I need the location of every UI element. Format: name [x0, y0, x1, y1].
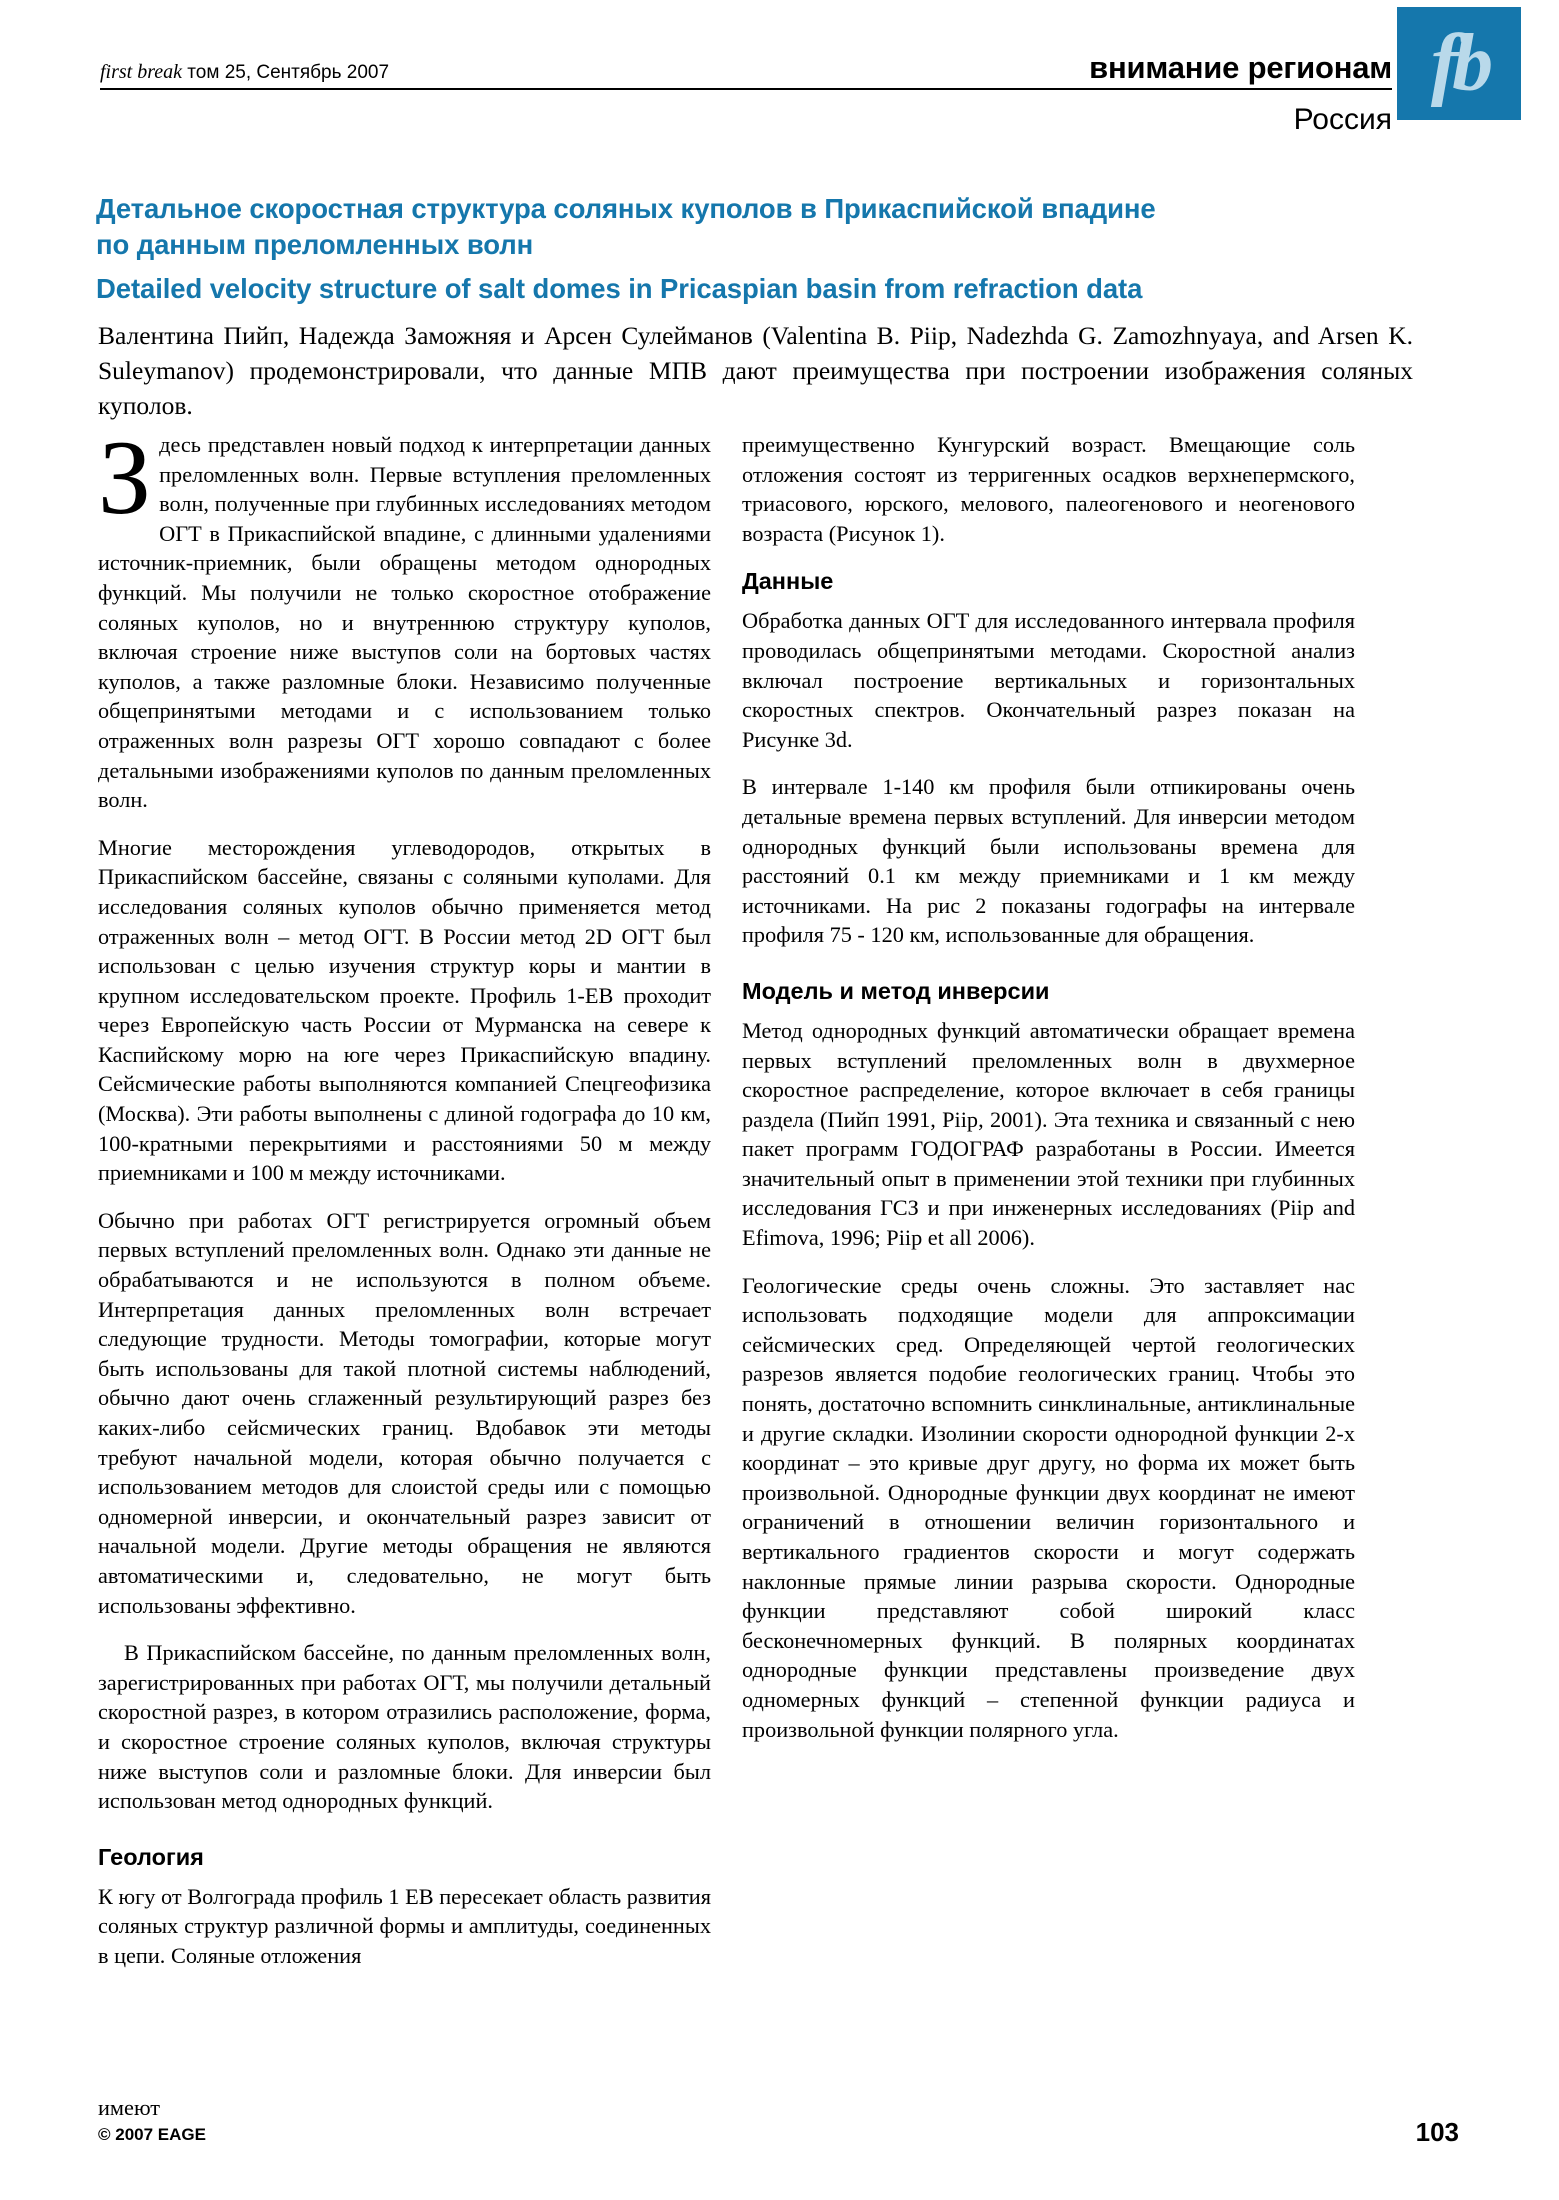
column-right [742, 430, 1355, 1762]
title-block [96, 191, 1396, 307]
body-paragraph: Обычно при работах ОГТ регистрируется огромный объем первых вступлений преломленных волн. Однако эти данные не обрабатываются и не используются в полном объеме. Интерпретация данных преломленных волн встречает следующие трудности. Методы томографии, которые могут быть использованы для такой плотной системы наблюдений, обычно дают очень сглаженный результирующий разрез без каких-либо сейсмических границ. Вдобавок эти методы требуют начальной модели, которая обычно получается с использованием методов для слоистой среды или с помощью одномерной инверсии, и окончательный разрез зависит от начальной модели. Другие методы обращения не являются автоматическими и, следовательно, не могут быть использованы эффективно. [98, 1207, 711, 1618]
section-heading-model: Модель и метод инверсии [742, 977, 1050, 1004]
body-paragraph: Здесь представлен новый подход к интерпретации данных преломленных волн. Первые вступления преломленных волн, полученные при глубинных исследованиях методом ОГТ в Прикаспийской впадине, с длинными удалениями источник-приемник, были обращены методом однородных функций. Мы получили не только скоростное отображение соляных куполов, но и внутреннюю структуру куполов, включая строение ниже выступов соли на бортовых частях куполов, а также разломные блоки. Независимо полученные общепринятыми методами и с использованием только отраженных волн разрезы ОГТ хорошо совпадают с более детальными изображениями куполов по данным преломленных волн. [98, 419, 711, 813]
masthead [100, 44, 1392, 90]
page-title-en: Detailed velocity structure of salt domes in Pricaspian basin from refraction data [96, 273, 1143, 304]
orphan-line: имеют [98, 2095, 161, 2120]
masthead-journal-line [100, 61, 389, 84]
footer-copyright: © 2007 EAGE [98, 2125, 206, 2144]
journal-title: first break [100, 61, 183, 83]
section-heading-geology: Геология [98, 1843, 204, 1870]
body-paragraph: Метод однородных функций автоматически обращает времена первых вступлений преломленных волн в двухмерное скоростное распределение, которое включает в себя границы раздела (Пийп 1991, Piip, 2001). Эта техника и связанный с нею пакет программ ГОДОГРАФ разработаны в России. Имеется значительный опыт в применении этой техники при глубинных исследования ГСЗ и при инженерных исследованиях (Piip and Efimova, 1996; Piip et all 2006). [742, 1017, 1355, 1251]
body-paragraph: Геологические среды очень сложны. Это заставляет нас использовать подходящие модели для аппроксимации сейсмических сред. Определяющей чертой геологических разрезов является подобие геологических границ. Чтобы это понять, достаточно вспомнить синклинальные, антиклинальные и другие складки. Изолинии скорости однородной функции 2-х координат – это кривые друг другу, но форма их может быть произвольной. Однородные функции двух координат не имеют ограничений в отношении величин горизонтального и вертикального градиентов скорости и могут содержать наклонные прямые линии разрыва скорости. Однородные функции представляют собой широкий класс бесконечномерных функций. В полярных координатах однородные функции представлены произведение двух одномерных функций – степенной функции радиуса и произвольной функции полярного угла. [742, 1272, 1355, 1742]
body-paragraph: Многие месторождения углеводородов, открытых в Прикаспийском бассейне, связаны с соляными куполами. Для исследования соляных куполов обычно применяется метод отраженных волн – метод ОГТ. В России метод 2D ОГТ был использован с целью изучения структур коры и мантии в крупном исследовательском проекте. Профиль 1-ЕВ проходит через Европейскую часть России от Мурманска на севере к Каспийскому морю на юге через Прикаспийскую впадину. Сейсмические работы выполняются компанией Спецгеофизика (Москва). Эти работы выполнены с длиной годографа до 10 км, 100-кратными перекрытиями и расстояниями 50 м между приемниками и 100 м между источниками. [98, 834, 711, 1186]
body-paragraph: К югу от Волгограда профиль 1 ЕВ пересекает область развития соляных структур различной формы и амплитуды, соединенных в цепи. Соляные отложения [98, 1883, 711, 1968]
first-break-logo [1397, 7, 1521, 120]
journal-issue: том 25, Сентябрь 2007 [182, 62, 390, 83]
body-paragraph: В интервале 1-140 км профиля были отпикированы очень детальные времена первых вступлений. Для инверсии методом однородных функций были использованы времена для расстояний 0.1 км между приемниками и 1 км между источниками. На рис 2 показаны годографы на интервале профиля 75 - 120 км, использованные для обращения. [742, 774, 1355, 948]
body-paragraph: Обработка данных ОГТ для исследованного интервала профиля проводилась общепринятыми методами. Скоростной анализ включал построение вертикальных и горизонтальных скоростных спектров. Окончательный разрез показан на Рисунке 3d. [742, 608, 1355, 752]
country-label: Россия [1293, 103, 1392, 136]
footer-page-number: 103 [1415, 2117, 1459, 2147]
fb-logo-glyph: fb [1430, 15, 1488, 107]
column-left [98, 419, 711, 1971]
abstract-paragraph: Валентина Пийп, Надежда Заможняя и Арсен Сулейманов (Valentina B. Piip, Nadezhda G. Zamozhnyaya, and Arsen K. Suleymanov) продемонстрировали, что данные МПВ дают преимущества при построении изображения соляных куполов. [98, 321, 1413, 420]
title-ru-line-1: Детальное скоростная структура соляных куполов в Прикаспийской впадине [96, 193, 1156, 224]
body-paragraph: В Прикаспийском бассейне, по данным преломленных волн, зарегистрированных при работах ОГТ, мы получили детальный скоростной разрез, в котором отразились расположение, форма, и скоростное строение соляных куполов, включая структуры ниже выступов соли и разломные блоки. Для инверсии был использован метод однородных функций. [98, 1640, 711, 1814]
masthead-rule [100, 88, 1392, 90]
section-heading-data: Данные [742, 568, 834, 595]
masthead-section-label: внимание регионам [1089, 50, 1392, 85]
body-paragraph: преимущественно Кунгурский возраст. Вмещающие соль отложения состоят из терригенных осадков верхнепермского, триасового, юрского, мелового, палеогенового и неогенового возраста (Рисунок 1). [742, 432, 1355, 546]
title-ru-line-2: по данным преломленных волн [96, 229, 534, 260]
page-title-ru [96, 191, 1396, 263]
